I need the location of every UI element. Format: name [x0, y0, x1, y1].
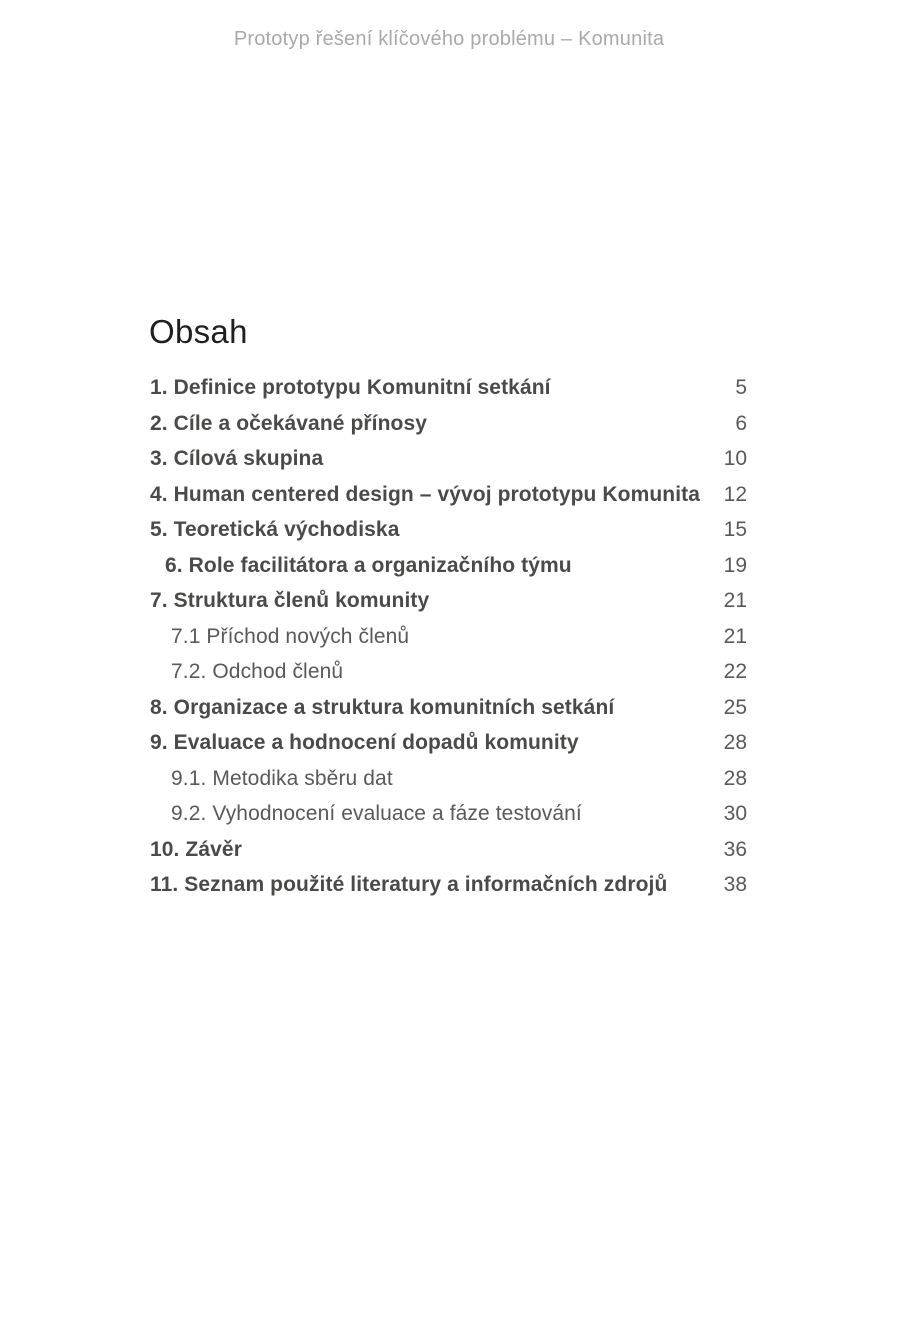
toc-entry-page: 28 [723, 766, 747, 790]
toc-entry-page: 21 [723, 624, 747, 648]
toc-subentry [150, 761, 747, 797]
toc-entry-label: 7. Struktura členů komunity [150, 589, 430, 612]
toc-entry [150, 512, 747, 548]
toc-entry [150, 690, 747, 726]
toc-entry [150, 832, 747, 868]
toc-entry-label: 7.2. Odchod členů [171, 660, 344, 683]
page-title: Obsah [149, 313, 248, 351]
toc-entry-label: 10. Závěr [150, 837, 242, 861]
toc-entry-page: 5 [735, 376, 747, 399]
toc-entry-label: 11. Seznam použité literatury a informačních zdrojů [150, 873, 668, 896]
toc-subentry [150, 654, 747, 690]
toc-entry-page: 10 [723, 447, 747, 470]
toc-entry-page: 6 [735, 411, 747, 435]
toc-entry [150, 725, 747, 761]
toc-entry [150, 406, 747, 442]
toc-entry-label: 7.1 Příchod nových členů [171, 624, 410, 648]
toc-entry-page: 19 [723, 553, 747, 577]
toc-entry-page: 12 [723, 482, 747, 506]
toc-entry [150, 583, 747, 619]
running-header: Prototyp řešení klíčového problému – Komunita [233, 28, 665, 50]
toc-entry [150, 370, 747, 406]
toc-entry-page: 22 [723, 660, 747, 683]
toc-entry-label: 1. Definice prototypu Komunitní setkání [150, 376, 551, 399]
toc-entry-page: 38 [723, 873, 747, 896]
toc-entry-page: 30 [723, 802, 747, 825]
toc-subentry [150, 619, 747, 655]
toc-entry [150, 548, 747, 584]
toc-subentry [150, 796, 747, 832]
toc-entry-label: 5. Teoretická východiska [150, 518, 400, 541]
toc-entry-label: 2. Cíle a očekávané přínosy [150, 411, 428, 435]
toc-entry-page: 28 [723, 731, 747, 754]
toc-entry-page: 15 [723, 518, 747, 541]
table-of-contents [150, 370, 747, 903]
toc-entry-page: 36 [723, 837, 747, 861]
toc-entry-label: 9.2. Vyhodnocení evaluace a fáze testování [171, 802, 582, 825]
toc-entry-label: 3. Cílová skupina [150, 447, 324, 470]
toc-entry-page: 21 [723, 589, 747, 612]
toc-entry-label: 9. Evaluace a hodnocení dopadů komunity [150, 731, 579, 754]
toc-entry-label: 9.1. Metodika sběru dat [171, 766, 393, 790]
toc-entry [150, 867, 747, 903]
toc-entry-label: 8. Organizace a struktura komunitních setkání [150, 695, 615, 719]
toc-entry [150, 477, 747, 513]
toc-entry [150, 441, 747, 477]
toc-entry-page: 25 [723, 695, 747, 719]
toc-entry-label: 4. Human centered design – vývoj prototypu Komunita [150, 482, 701, 506]
toc-entry-label: 6. Role facilitátora a organizačního týmu [165, 553, 572, 577]
